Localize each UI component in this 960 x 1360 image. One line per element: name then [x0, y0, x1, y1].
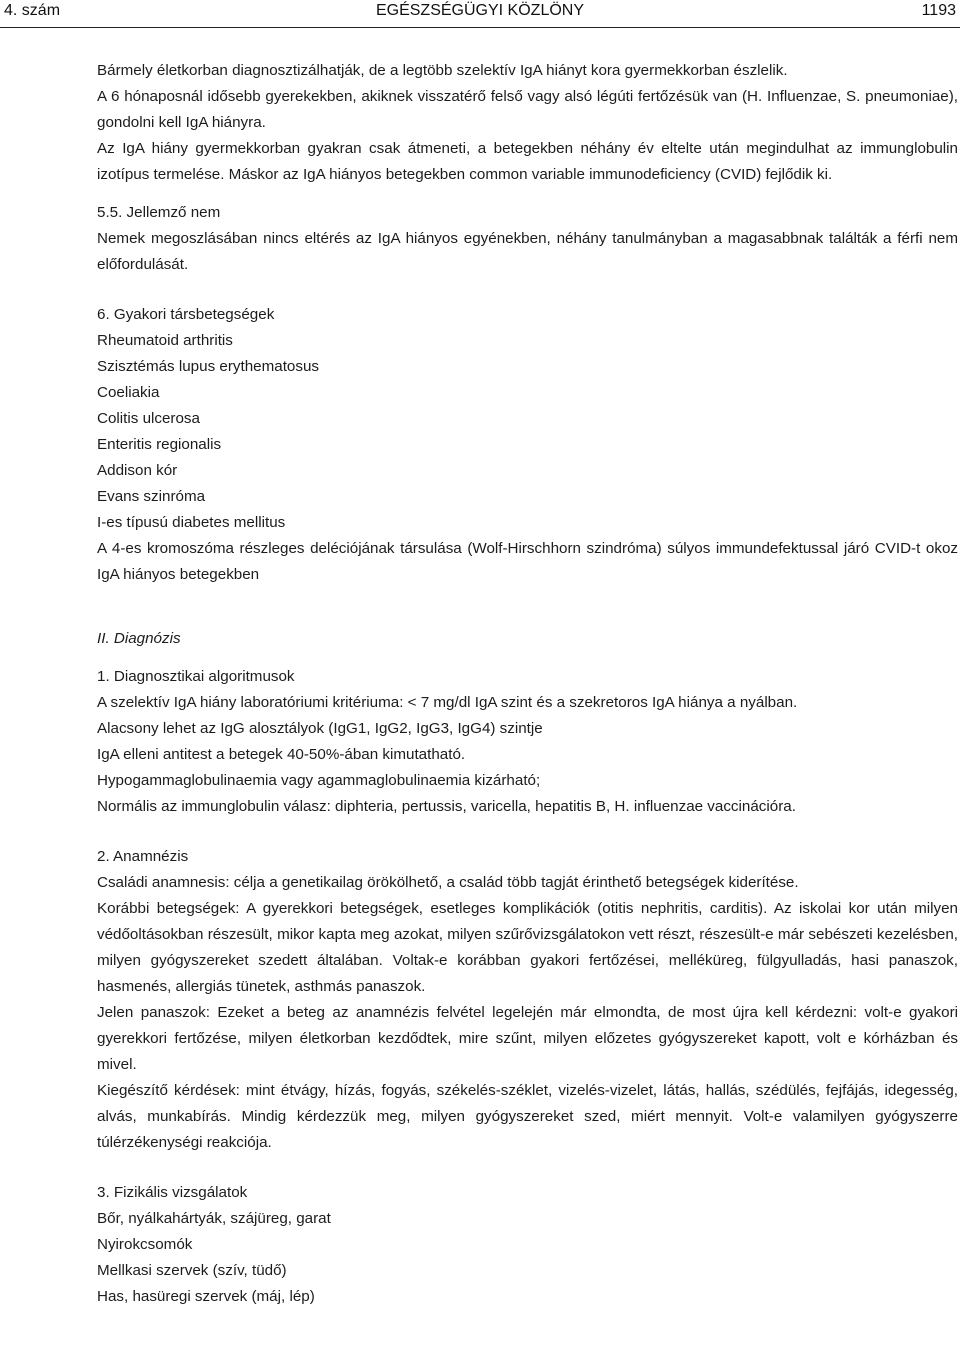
- diagnosis-line: Hypogammaglobulinaemia vagy agammaglobulinaemia kizárható;: [97, 772, 541, 789]
- diagnosis-heading: II. Diagnózis: [97, 630, 181, 647]
- comorbidity-item: Evans szinróma: [97, 488, 206, 505]
- comorbidity-item: I-es típusú diabetes mellitus: [97, 514, 286, 531]
- physical-exam-item: Has, hasüregi szervek (máj, lép): [97, 1288, 315, 1305]
- page-header: [0, 0, 960, 26]
- comorbidity-item: Szisztémás lupus erythematosus: [97, 358, 319, 375]
- intro-paragraph-3: Az IgA hiány gyermekkorban gyakran csak átmeneti, a betegekben néhány év eltelte után megindulhat az immunglobulin izotípus termelése. Máskor az IgA hiányos betegekben common variable immunodeficiency (CVID) fejlődik ki.: [97, 140, 958, 183]
- physical-exam-item: Nyirokcsomók: [97, 1236, 193, 1253]
- physical-exam-heading: 3. Fizikális vizsgálatok: [97, 1184, 248, 1201]
- algorithm-heading: 1. Diagnosztikai algoritmusok: [97, 668, 295, 685]
- physical-exam-item: Bőr, nyálkahártyák, szájüreg, garat: [97, 1210, 331, 1227]
- diagnosis-line: Normális az immunglobulin válasz: diphteria, pertussis, varicella, hepatitis B, H. influenzae vaccinációra.: [97, 798, 796, 815]
- header-rule: [0, 27, 960, 28]
- current-complaints: Jelen panaszok: Ezeket a beteg az anamnézis felvétel legelején már elmondta, de most újra kell kérdezni: volt-e gyakori gyerekkori fertőzése, milyen életkorban kezdődtek, mire szűnt, milyen előzetes gyógyszereket kapott, volt e kórházban és mivel.: [97, 1004, 958, 1073]
- gender-heading: 5.5. Jellemző nem: [97, 204, 221, 221]
- family-anamnesis: Családi anamnesis: célja a genetikailag örökölhető, a család több tagját érinthető betegségek kiderítése.: [97, 874, 799, 891]
- previous-illnesses: Korábbi betegségek: A gyerekkori betegségek, esetleges komplikációk (otitis nephritis, carditis). Az iskolai kor után milyen védőoltásokban részesült, mikor kapta meg azokat, milyen szűrővizsgálatokon vett részt, részesült-e már sebészeti kezelésben, milyen gyógyszereket szedett általában. Voltak-e korábban gyakori fertőzései, melléküreg, fülgyulladás, hasi panaszok, hasmenés, allergiás tünetek, asthmás panaszok.: [97, 900, 958, 995]
- comorbidity-item: Enteritis regionalis: [97, 436, 222, 453]
- intro-paragraph-1: Bármely életkorban diagnosztizálhatják, de a legtöbb szelektív IgA hiányt kora gyermekkorban észlelik.: [97, 62, 788, 79]
- issue-number: 4. szám: [4, 2, 61, 19]
- comorbidity-item: Rheumatoid arthritis: [97, 332, 233, 349]
- comorbidity-item: Colitis ulcerosa: [97, 410, 200, 427]
- document-body: [97, 58, 958, 1310]
- physical-exam-item: Mellkasi szervek (szív, tüdő): [97, 1262, 287, 1279]
- intro-paragraph-2: A 6 hónaposnál idősebb gyerekekben, akiknek visszatérő felső vagy alsó légúti fertőzésük van (H. Influenzae, S. pneumoniae), gondolni kell IgA hiányra.: [97, 88, 958, 131]
- comorbidity-item-last: A 4-es kromoszóma részleges deléciójának társulása (Wolf-Hirschhorn szindróma) súlyos immundefektussal járó CVID-t okoz IgA hiányos betegekben: [97, 540, 958, 583]
- diagnosis-line: A szelektív IgA hiány laboratóriumi kritériuma: < 7 mg/dl IgA szint és a szekretoros IgA hiánya a nyálban.: [97, 694, 798, 711]
- journal-title: EGÉSZSÉGÜGYI KÖZLÖNY: [375, 2, 585, 19]
- gender-paragraph: Nemek megoszlásában nincs eltérés az IgA hiányos egyénekben, néhány tanulmányban a magasabbnak találták a férfi nem előfordulását.: [97, 230, 958, 273]
- comorbidity-item: Coeliakia: [97, 384, 160, 401]
- comorbidities-heading: 6. Gyakori társbetegségek: [97, 306, 275, 323]
- diagnosis-line: Alacsony lehet az IgG alosztályok (IgG1, IgG2, IgG3, IgG4) szintje: [97, 720, 543, 737]
- comorbidity-item: Addison kór: [97, 462, 178, 479]
- diagnosis-line: IgA elleni antitest a betegek 40-50%-ában kimutatható.: [97, 746, 466, 763]
- page-number: 1193: [921, 2, 956, 19]
- anamnesis-heading: 2. Anamnézis: [97, 848, 189, 865]
- additional-questions: Kiegészítő kérdések: mint étvágy, hízás, fogyás, székelés-széklet, vizelés-vizelet, látás, hallás, szédülés, fejfájás, idegesség, alvás, munkabírás. Mindig kérdezzük meg, milyen gyógyszereket szed, miért mennyit. Volt-e valamilyen gyógyszerre túlérzékenységi reakciója.: [97, 1082, 958, 1151]
